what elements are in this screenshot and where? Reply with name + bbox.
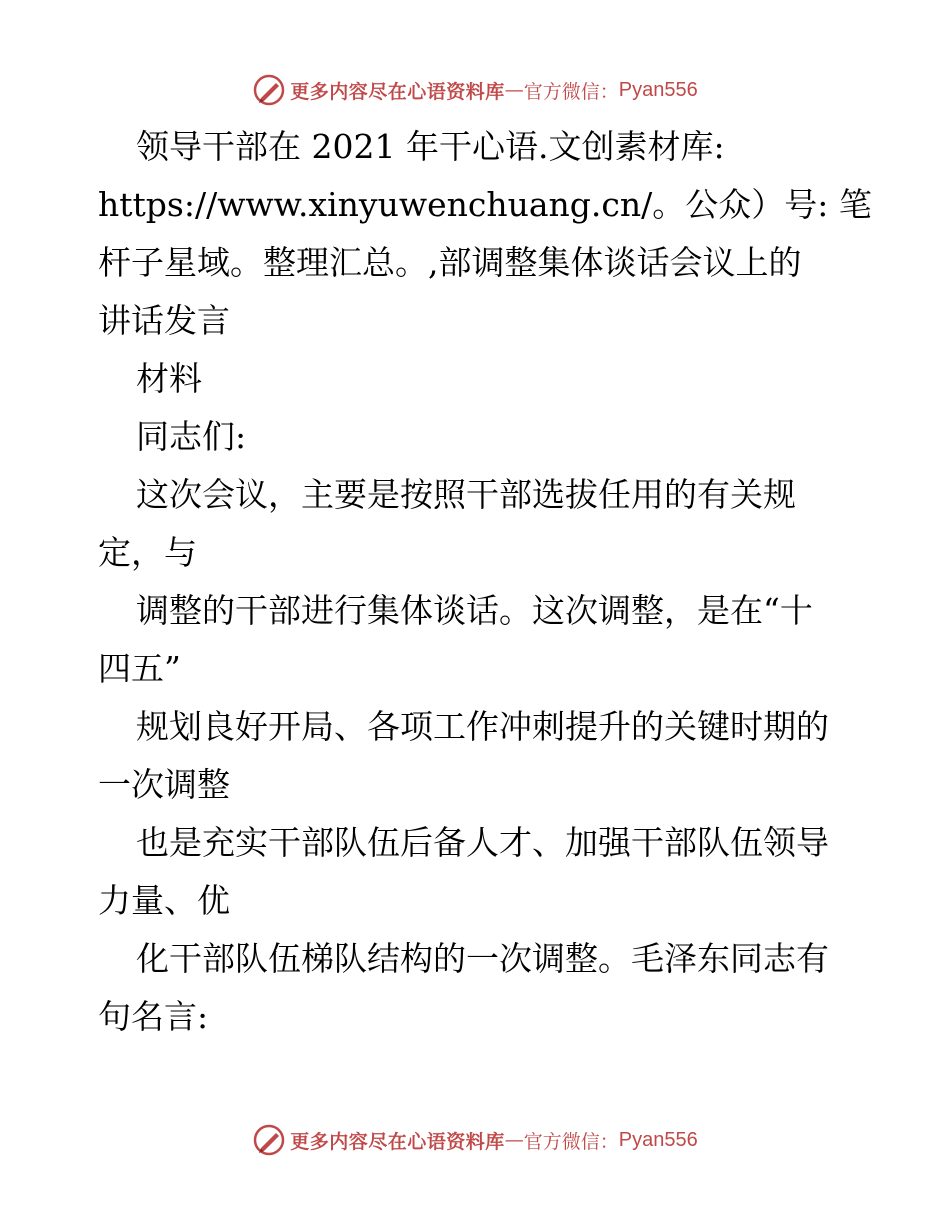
body-line: 句名言: [98,997,209,1036]
body-line: 同志们: [136,417,247,456]
banner-wechat-label: 官方微信： [523,1130,619,1153]
body-line: 调整的干部进行集体谈话。这次调整，是在“十 [136,591,813,630]
pen-logo-icon [252,1123,286,1157]
body-line: https://www.xinyuwenchuang.cn/。公众）号: 笔 [98,185,872,224]
body-line: 一次调整 [98,765,230,804]
pen-logo-icon [252,73,286,107]
body-line: 四五” [98,649,181,688]
banner-wechat-id: Pyan556 [618,78,698,101]
header-banner [0,70,950,110]
body-line: 讲话发言 [98,301,230,340]
banner-separator: — [504,1129,524,1151]
body-line: 规划良好开局、各项工作冲刺提升的关键时期的 [136,707,829,746]
banner-wechat-id: Pyan556 [618,1128,698,1151]
banner-main-text: 更多内容尽在心语资料库 [290,80,505,103]
body-line: 化干部队伍梯队结构的一次调整。毛泽东同志有 [136,939,829,978]
body-line: 力量、优 [98,881,230,920]
body-line: 材料 [136,359,202,398]
footer-banner [0,1120,950,1160]
body-line: 杆子星域。整理汇总。,部调整集体谈话会议上的 [98,243,802,282]
body-line: 定，与 [98,533,197,572]
document-body [98,118,872,1046]
banner-separator: — [504,79,524,101]
body-line: 这次会议，主要是按照干部选拔任用的有关规 [136,475,796,514]
body-line: 也是充实干部队伍后备人才、加强干部队伍领导 [136,823,829,862]
body-line: 领导干部在 2021 年干心语.文创素材库: [136,127,725,166]
banner-main-text: 更多内容尽在心语资料库 [290,1130,505,1153]
banner-wechat-label: 官方微信： [523,80,619,103]
